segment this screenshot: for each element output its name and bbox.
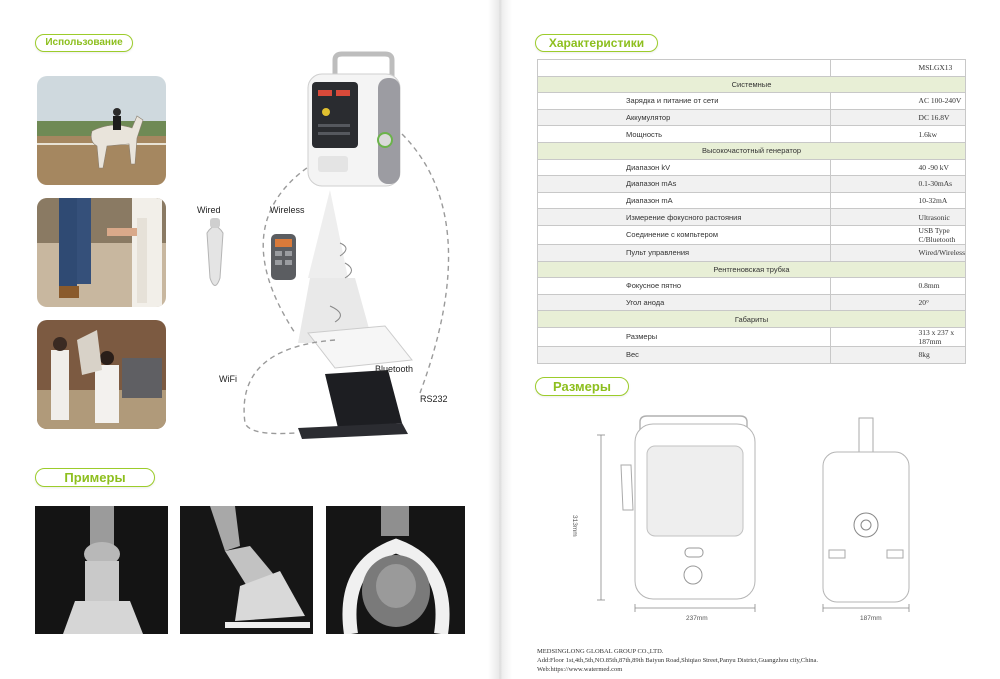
photo-vets-horse-image (37, 320, 166, 429)
spec-value: 40 -90 kV (830, 159, 965, 176)
spec-value: USB Type C/Bluetooth (830, 225, 965, 244)
spec-value: 20° (830, 294, 965, 311)
usage-title: Использование (35, 34, 133, 52)
dim-depth: 187mm (860, 615, 882, 622)
dims-title: Размеры (535, 377, 629, 396)
footer-web: Web:https://www.watermed.com (537, 666, 623, 673)
specs-table (537, 59, 966, 364)
spec-value: Ultrasonic (830, 209, 965, 226)
table-row (538, 126, 966, 143)
label-wifi: WiFi (219, 374, 237, 384)
spec-key: Диапазон kV (538, 159, 831, 176)
xray-hoof-bottom (326, 506, 465, 634)
spec-key: Фокусное пятно (538, 278, 831, 295)
label-wireless: Wireless (270, 205, 305, 215)
table-row (538, 93, 966, 110)
spec-key: Угол анода (538, 294, 831, 311)
table-section-row (538, 261, 966, 278)
table-row (538, 278, 966, 295)
rs232-arc (402, 134, 449, 393)
dimension-drawings (585, 410, 925, 630)
table-row (538, 327, 966, 346)
spec-value: 1.6kw (830, 126, 965, 143)
spec-value: DC 16.8V (830, 109, 965, 126)
xray-hoof-bottom-image (326, 506, 465, 634)
xray-front-leg (35, 506, 168, 634)
table-row (538, 109, 966, 126)
dim-width: 237mm (686, 615, 708, 622)
label-bluetooth: Bluetooth (375, 364, 414, 374)
spec-key: Соединение с компьтером (538, 225, 831, 244)
spec-value: 10-32mA (830, 192, 965, 209)
spec-value: 8kg (830, 346, 965, 363)
spec-value: 313 x 237 x 187mm (830, 327, 965, 346)
table-section-row (538, 311, 966, 328)
wired-remote-icon (207, 227, 223, 286)
table-row (538, 294, 966, 311)
spec-key: Измерение фокусного растояния (538, 209, 831, 226)
xray-beam (308, 190, 348, 278)
section-label: Высокочастотный генератор (538, 142, 966, 159)
table-row (538, 225, 966, 244)
table-section-row (538, 142, 966, 159)
spec-key: Пульт управления (538, 244, 831, 261)
table-row-model (538, 60, 966, 77)
spec-key: Мощность (538, 126, 831, 143)
spec-key: Аккумулятор (538, 109, 831, 126)
footer-address: Add:Floor 1st,4th,5th,NO.85th,87th,89th Baiyun Road,Shiqiao Street,Panyu District,Guangzhou city,China. (537, 657, 819, 664)
photo-vets-horse (37, 320, 166, 429)
section-label: Системные (538, 76, 966, 93)
laptop-screen (325, 370, 402, 428)
xray-side-hoof-image (180, 506, 313, 634)
spec-key: Диапазон mAs (538, 176, 831, 193)
xray-side-hoof (180, 506, 313, 634)
label-rs232: RS232 (420, 394, 448, 404)
page-spine (488, 0, 512, 679)
dim-height: 313mm (571, 515, 578, 537)
wifi-arc (244, 340, 335, 434)
label-wired: Wired (197, 205, 221, 215)
side-view-body (823, 452, 909, 602)
footer-company: MEDSINGLONG GLOBAL GROUP CO.,LTD. (537, 648, 664, 655)
spec-key: Зарядка и питание от сети (538, 93, 831, 110)
section-label: Рентгеновская трубка (538, 261, 966, 278)
spec-value: 0.8mm (830, 278, 965, 295)
spec-key: Размеры (538, 327, 831, 346)
xray-front-leg-image (35, 506, 168, 634)
spec-value: Wired/Wireless (830, 244, 965, 261)
specs-title: Характеристики (535, 34, 658, 52)
laptop-base (298, 423, 408, 439)
examples-title: Примеры (35, 468, 155, 487)
spec-key: Диапазон mA (538, 192, 831, 209)
model-value: MSLGX13 (830, 60, 965, 77)
detector-panel (308, 326, 412, 368)
spec-value: 0.1-30mAs (830, 176, 965, 193)
front-view-screen (647, 446, 743, 536)
spec-key: Вес (538, 346, 831, 363)
photo-leg-exam-image (37, 198, 166, 307)
photo-leg-exam (37, 198, 166, 307)
table-row (538, 209, 966, 226)
table-row (538, 176, 966, 193)
table-row (538, 192, 966, 209)
table-section-row (538, 76, 966, 93)
photo-rider-horse (37, 76, 166, 185)
photo-rider-horse-image (37, 76, 166, 185)
table-row (538, 244, 966, 261)
table-row (538, 159, 966, 176)
section-label: Габариты (538, 311, 966, 328)
footer (537, 647, 992, 674)
device-side (378, 78, 400, 184)
table-row (538, 346, 966, 363)
spec-value: AC 100-240V (830, 93, 965, 110)
system-illustration (180, 48, 480, 448)
